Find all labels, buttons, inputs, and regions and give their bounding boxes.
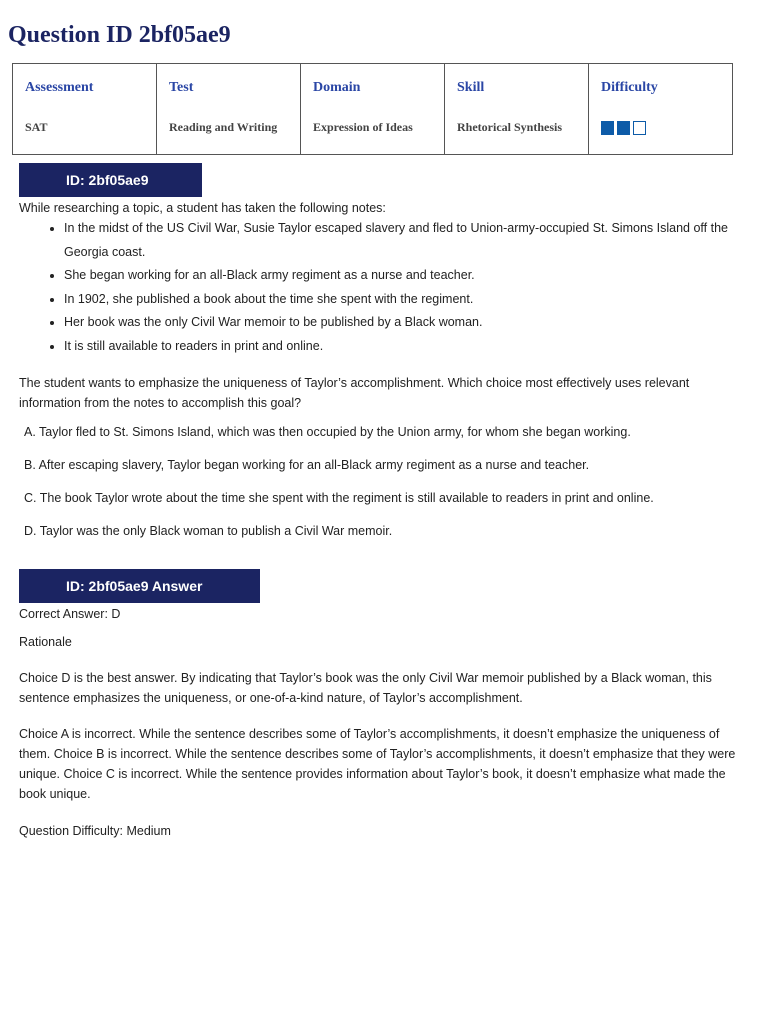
difficulty-bar-1 xyxy=(601,121,614,135)
meta-header-assessment: Assessment xyxy=(25,80,94,95)
answer-choice-d[interactable]: D. Taylor was the only Black woman to publish a Civil War memoir. xyxy=(24,524,393,538)
metadata-table xyxy=(12,63,733,155)
meta-cell-skill xyxy=(445,64,589,155)
meta-cell-test xyxy=(157,64,301,155)
meta-value-assessment: SAT xyxy=(25,120,48,134)
meta-value-domain: Expression of Ideas xyxy=(313,120,413,134)
difficulty-indicator xyxy=(601,121,732,135)
meta-value-skill: Rhetorical Synthesis xyxy=(457,120,562,134)
note-item: • It is still available to readers in print and online. xyxy=(64,335,744,359)
meta-cell-domain xyxy=(301,64,445,155)
notes-list xyxy=(19,217,744,358)
question-id-banner: ID: 2bf05ae9 xyxy=(19,163,202,197)
note-item: • In the midst of the US Civil War, Susie Taylor escaped slavery and fled to Union-army-occupied St. Simons Island off the Georgia coast. xyxy=(64,217,744,264)
difficulty-bar-2 xyxy=(617,121,630,135)
rationale-paragraph-2: Choice A is incorrect. While the sentence describes some of Taylor’s accomplishments, it doesn’t emphasize the uniqueness of them. Choice B is incorrect. While the sentence describes some of Taylor’s accomplishments, it doesn’t emphasize that they were unique. Choice C is incorrect. While the sentence provides information about Taylor’s book, it doesn’t emphasize what made the book unique. xyxy=(19,727,736,801)
rationale-label: Rationale xyxy=(19,635,72,649)
answer-choice-c[interactable]: C. The book Taylor wrote about the time she spent with the regiment is still available to readers in print and online. xyxy=(24,491,654,505)
page-title: Question ID 2bf05ae9 xyxy=(8,22,231,48)
note-item: • Her book was the only Civil War memoir to be published by a Black woman. xyxy=(64,311,744,335)
answer-id-banner: ID: 2bf05ae9 Answer xyxy=(19,569,260,603)
rationale-paragraph-1: Choice D is the best answer. By indicating that Taylor’s book was the only Civil War memoir published by a Black woman, this sentence emphasizes the uniqueness, or one-of-a-kind nature, of Taylor’s accomplishment. xyxy=(19,671,712,705)
meta-cell-assessment xyxy=(13,64,157,155)
note-item: • In 1902, she published a book about the time she spent with the regiment. xyxy=(64,288,744,312)
notes-intro: While researching a topic, a student has taken the following notes: xyxy=(19,201,386,215)
note-item: • She began working for an all-Black army regiment as a nurse and teacher. xyxy=(64,264,744,288)
question-difficulty: Question Difficulty: Medium xyxy=(19,824,171,838)
meta-cell-difficulty xyxy=(589,64,733,155)
meta-header-skill: Skill xyxy=(457,80,485,95)
question-prompt: The student wants to emphasize the uniqueness of Taylor’s accomplishment. Which choice most effectively uses relevant information from the notes to accomplish this goal? xyxy=(19,376,690,410)
meta-value-test: Reading and Writing xyxy=(169,120,278,134)
meta-header-domain: Domain xyxy=(313,80,361,95)
meta-header-difficulty: Difficulty xyxy=(601,80,658,95)
answer-choice-a[interactable]: A. Taylor fled to St. Simons Island, which was then occupied by the Union army, for whom she began working. xyxy=(24,425,631,439)
correct-answer: Correct Answer: D xyxy=(19,607,121,621)
difficulty-bar-3 xyxy=(633,121,646,135)
meta-header-test: Test xyxy=(169,80,194,95)
answer-choice-b[interactable]: B. After escaping slavery, Taylor began working for an all-Black army regiment as a nurse and teacher. xyxy=(24,458,590,472)
